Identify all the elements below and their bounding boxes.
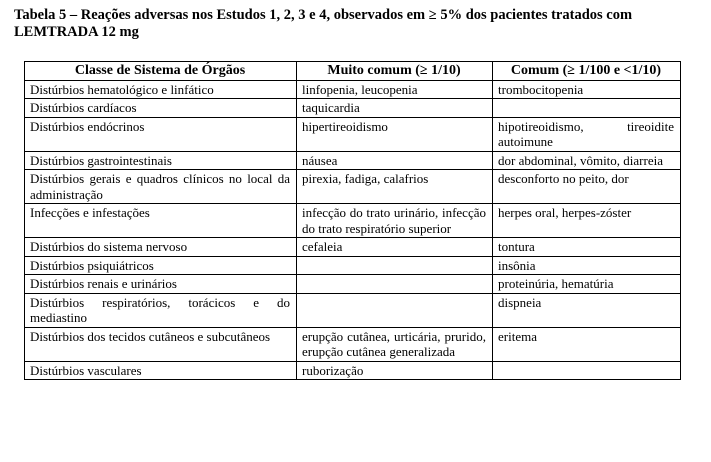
- table-header-row: [25, 62, 681, 81]
- organ-class-cell: Distúrbios cardíacos: [25, 99, 297, 118]
- organ-class-cell: Distúrbios vasculares: [25, 361, 297, 380]
- very-common-cell: pirexia, fadiga, calafrios: [297, 170, 493, 204]
- very-common-cell: cefaleia: [297, 238, 493, 257]
- header-organ-class: Classe de Sistema de Órgãos: [25, 62, 297, 81]
- organ-class-cell: Distúrbios dos tecidos cutâneos e subcutâneos: [25, 327, 297, 361]
- common-cell: tontura: [493, 238, 681, 257]
- common-cell: eritema: [493, 327, 681, 361]
- organ-class-cell: Distúrbios hematológico e linfático: [25, 80, 297, 99]
- very-common-cell: [297, 256, 493, 275]
- very-common-cell: ruborização: [297, 361, 493, 380]
- very-common-cell: hipertireoidismo: [297, 117, 493, 151]
- common-cell: [493, 361, 681, 380]
- very-common-cell: infecção do trato urinário, infecção do trato respiratório superior: [297, 204, 493, 238]
- very-common-cell: [297, 293, 493, 327]
- organ-class-cell: Distúrbios respiratórios, torácicos e do mediastino: [25, 293, 297, 327]
- very-common-cell: erupção cutânea, urticária, prurido, erupção cutânea generalizada: [297, 327, 493, 361]
- organ-class-cell: Infecções e infestações: [25, 204, 297, 238]
- table-row: [25, 238, 681, 257]
- organ-class-cell: Distúrbios psiquiátricos: [25, 256, 297, 275]
- common-cell: trombocitopenia: [493, 80, 681, 99]
- common-cell: dispneia: [493, 293, 681, 327]
- organ-class-cell: Distúrbios do sistema nervoso: [25, 238, 297, 257]
- table-row: [25, 170, 681, 204]
- header-common: Comum (≥ 1/100 e <1/10): [493, 62, 681, 81]
- table-row: [25, 361, 681, 380]
- table-row: [25, 204, 681, 238]
- header-very-common: Muito comum (≥ 1/10): [297, 62, 493, 81]
- organ-class-cell: Distúrbios endócrinos: [25, 117, 297, 151]
- table-row: [25, 99, 681, 118]
- organ-class-cell: Distúrbios gastrointestinais: [25, 151, 297, 170]
- adverse-reactions-table: [24, 61, 681, 380]
- common-cell: [493, 99, 681, 118]
- very-common-cell: [297, 275, 493, 294]
- common-cell: desconforto no peito, dor: [493, 170, 681, 204]
- table-row: [25, 275, 681, 294]
- common-cell: hipotireoidismo, tireoidite autoimune: [493, 117, 681, 151]
- caption-line-2: LEMTRADA 12 mg: [14, 24, 139, 40]
- common-cell: herpes oral, herpes-zóster: [493, 204, 681, 238]
- table-row: [25, 117, 681, 151]
- organ-class-cell: Distúrbios gerais e quadros clínicos no local da administração: [25, 170, 297, 204]
- table-row: [25, 293, 681, 327]
- very-common-cell: linfopenia, leucopenia: [297, 80, 493, 99]
- common-cell: dor abdominal, vômito, diarreia: [493, 151, 681, 170]
- common-cell: proteinúria, hematúria: [493, 275, 681, 294]
- caption-line-1: Tabela 5 – Reações adversas nos Estudos 1, 2, 3 e 4, observados em ≥ 5% dos pacientes tratados com: [14, 7, 633, 23]
- table-row: [25, 80, 681, 99]
- very-common-cell: náusea: [297, 151, 493, 170]
- table-row: [25, 327, 681, 361]
- table-row: [25, 151, 681, 170]
- common-cell: insônia: [493, 256, 681, 275]
- organ-class-cell: Distúrbios renais e urinários: [25, 275, 297, 294]
- table-row: [25, 256, 681, 275]
- very-common-cell: taquicardia: [297, 99, 493, 118]
- table-caption: [14, 7, 704, 41]
